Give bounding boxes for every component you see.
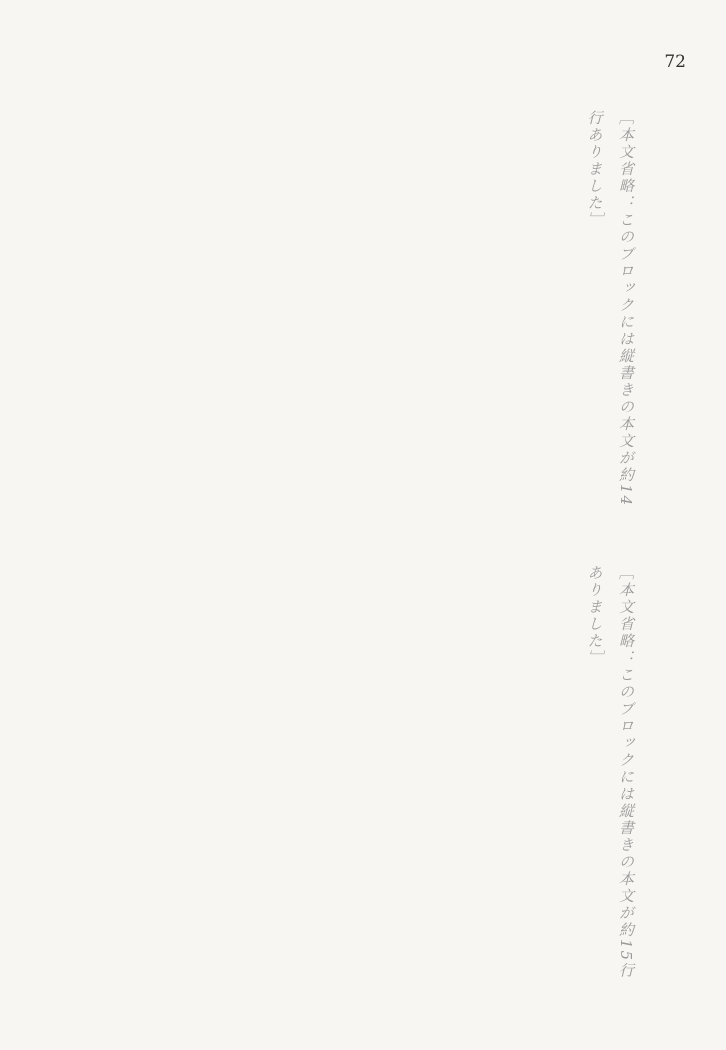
text-block-top: ［本文省略：このブロックには縦書きの本文が約14行ありました］ [585, 110, 635, 508]
text-block-bottom: ［本文省略：このブロックには縦書きの本文が約15行ありました］ [585, 565, 635, 980]
page-number: 72 [664, 52, 686, 72]
